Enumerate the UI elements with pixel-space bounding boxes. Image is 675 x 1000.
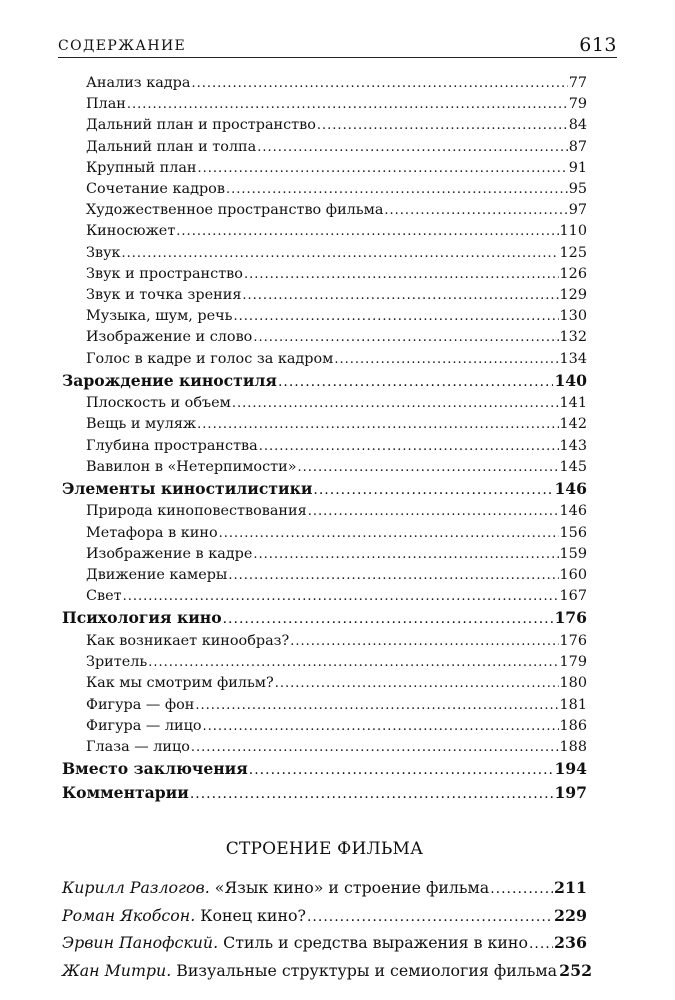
toc-subentry: Сочетание кадров ..... 95 bbox=[62, 179, 587, 200]
leader-dots bbox=[334, 349, 558, 370]
leader-dots bbox=[197, 414, 558, 435]
toc-subentry: Природа киноповествования ..... 146 bbox=[62, 501, 587, 522]
toc-subentry: Вещь и муляж ..... 142 bbox=[62, 414, 587, 435]
toc-subentry: Плоскость и объем ..... 141 bbox=[62, 393, 587, 414]
toc-subentry: Вавилон в «Нетерпимости» ..... 145 bbox=[62, 457, 587, 478]
toc-group-3 bbox=[62, 501, 587, 607]
toc-subentry: Киносюжет ..... 110 bbox=[62, 221, 587, 242]
toc-subentry: План ..... 79 bbox=[62, 94, 587, 115]
leader-dots bbox=[242, 285, 558, 306]
article-page: 229 bbox=[554, 905, 587, 925]
toc-subentry: Крупный план ..... 91 bbox=[62, 158, 587, 179]
leader-dots bbox=[191, 73, 567, 94]
leader-dots bbox=[234, 306, 559, 327]
toc-subentry: Как мы смотрим фильм? ..... 180 bbox=[62, 673, 587, 694]
article-author: Жан Митри. bbox=[62, 960, 172, 980]
leader-dots bbox=[190, 784, 554, 805]
leader-dots bbox=[191, 737, 559, 758]
leader-dots bbox=[307, 904, 553, 931]
article-author: Эрвин Панофский. bbox=[62, 933, 219, 953]
toc-chapter-entry: Психология кино ..... 176 bbox=[62, 607, 587, 630]
section-title: СТРОЕНИЕ ФИЛЬМА bbox=[225, 838, 424, 859]
toc-subentry: Метафора в кино ..... 156 bbox=[62, 523, 587, 544]
toc-subentry: Дальний план и пространство ..... 84 bbox=[62, 115, 587, 136]
toc-subentry: Зритель ..... 179 bbox=[62, 652, 587, 673]
toc-group-2 bbox=[62, 393, 587, 478]
leader-dots bbox=[298, 457, 559, 478]
article-author: Кирилл Разлогов. bbox=[62, 877, 210, 897]
leader-dots bbox=[249, 760, 554, 781]
toc-subentry: Глаза — лицо ..... 188 bbox=[62, 737, 587, 758]
leader-dots bbox=[313, 480, 553, 501]
toc-subentry: Глубина пространства ..... 143 bbox=[62, 436, 587, 457]
leader-dots bbox=[127, 94, 568, 115]
leader-dots bbox=[257, 137, 568, 158]
article-title: Визуальные структуры и семиология фильма bbox=[176, 960, 558, 980]
toc-subentry: Изображение в кадре ..... 159 bbox=[62, 544, 587, 565]
article-title: Стиль и средства выражения в кино bbox=[223, 933, 528, 953]
leader-dots bbox=[148, 652, 558, 673]
leader-dots bbox=[308, 501, 559, 522]
leader-dots bbox=[290, 631, 558, 652]
toc-subentry: Музыка, шум, речь ..... 130 bbox=[62, 306, 587, 327]
toc-chapter-entry: Вместо заключения ..... 194 bbox=[62, 758, 587, 781]
toc-subentry: Звук и пространство ..... 126 bbox=[62, 264, 587, 285]
toc-subentry: Звук ..... 125 bbox=[62, 243, 587, 264]
leader-dots bbox=[253, 544, 558, 565]
table-of-contents bbox=[62, 73, 593, 985]
leader-dots bbox=[219, 523, 559, 544]
toc-article-entry bbox=[62, 930, 587, 958]
toc-group-1 bbox=[62, 73, 587, 370]
leader-dots bbox=[278, 372, 554, 393]
toc-subentry: Художественное пространство фильма ..... 97 bbox=[62, 200, 587, 221]
toc-subentry: Движение камеры ..... 160 bbox=[62, 565, 587, 586]
article-page: 252 bbox=[559, 960, 593, 980]
leader-dots bbox=[228, 565, 558, 586]
leader-dots bbox=[529, 931, 553, 958]
article-page: 236 bbox=[554, 933, 587, 953]
leader-dots bbox=[275, 673, 559, 694]
toc-article-entry bbox=[62, 875, 587, 903]
toc-subentry: Фигура — фон ..... 181 bbox=[62, 695, 587, 716]
toc-subentry: Свет ..... 167 bbox=[62, 586, 587, 607]
leader-dots bbox=[122, 243, 559, 264]
leader-dots bbox=[195, 695, 558, 716]
toc-chapter-entry: Зарождение киностиля ..... 140 bbox=[62, 370, 587, 393]
toc-subentry: Звук и точка зрения ..... 129 bbox=[62, 285, 587, 306]
toc-subentry: Как возникает кинообраз? ..... 176 bbox=[62, 631, 587, 652]
header-rule bbox=[58, 57, 617, 58]
leader-dots bbox=[123, 586, 559, 607]
leader-dots bbox=[384, 200, 567, 221]
article-page: 211 bbox=[554, 877, 587, 897]
toc-subentry: Голос в кадре и голос за кадром ..... 134 bbox=[62, 349, 587, 370]
leader-dots bbox=[490, 876, 553, 903]
leader-dots bbox=[244, 264, 559, 285]
leader-dots bbox=[232, 393, 559, 414]
article-author: Роман Якобсон. bbox=[62, 905, 196, 925]
toc-subentry: Фигура — лицо ..... 186 bbox=[62, 716, 587, 737]
toc-group-4 bbox=[62, 631, 587, 758]
leader-dots bbox=[317, 115, 568, 136]
leader-dots bbox=[176, 221, 558, 242]
leader-dots bbox=[198, 158, 568, 179]
toc-subentry: Дальний план и толпа ..... 87 bbox=[62, 137, 587, 158]
leader-dots bbox=[223, 609, 554, 630]
running-head bbox=[58, 34, 617, 58]
article-title: Конец кино? bbox=[200, 905, 306, 925]
running-head-title: СОДЕРЖАНИЕ bbox=[58, 38, 187, 54]
toc-chapter-entry: Элементы киностилистики ..... 146 bbox=[62, 478, 587, 501]
page-number: 613 bbox=[579, 34, 617, 56]
leader-dots bbox=[203, 716, 559, 737]
article-title: «Язык кино» и строение фильма bbox=[214, 877, 490, 897]
leader-dots bbox=[253, 327, 558, 348]
toc-article-entry bbox=[62, 958, 593, 986]
toc-subentry: Изображение и слово ..... 132 bbox=[62, 327, 587, 348]
toc-article-entry bbox=[62, 903, 587, 931]
leader-dots bbox=[259, 436, 559, 457]
leader-dots bbox=[226, 179, 568, 200]
toc-chapter-entry: Комментарии ..... 197 bbox=[62, 782, 587, 805]
toc-subentry: Анализ кадра ..... 77 bbox=[62, 73, 587, 94]
